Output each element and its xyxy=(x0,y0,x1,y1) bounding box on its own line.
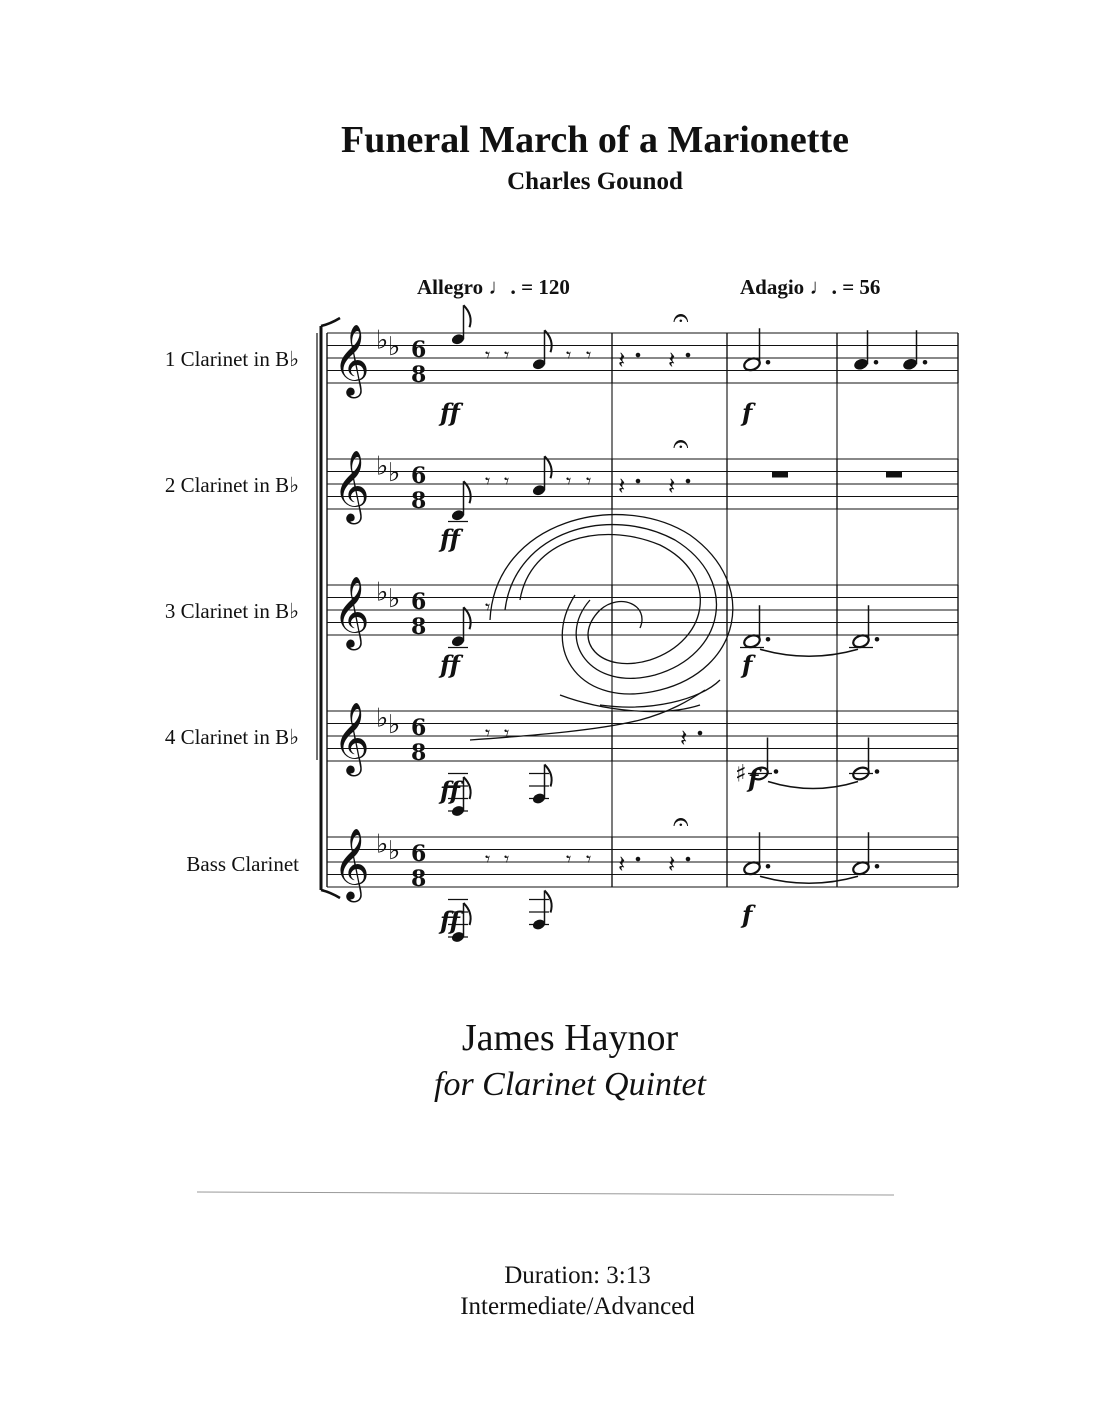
note-flag xyxy=(464,481,471,503)
augmentation-dot xyxy=(923,360,928,365)
augmentation-dot xyxy=(774,769,779,774)
time-signature-bottom: 8 xyxy=(411,488,427,514)
rest-icon: 𝄽 xyxy=(680,724,688,752)
tie xyxy=(768,782,858,789)
dynamic-marking: ff xyxy=(440,650,460,679)
treble-clef-icon: 𝄞 xyxy=(333,700,370,774)
flat-icon: ♭ xyxy=(376,577,389,608)
swirl-distortion xyxy=(505,525,716,679)
fermata-icon: 𝄐 xyxy=(673,427,689,460)
rest-icon: 𝄾 xyxy=(566,847,572,871)
flat-icon: ♭ xyxy=(388,583,401,614)
augmentation-dot xyxy=(686,479,691,484)
rest-icon: 𝄽 xyxy=(668,346,676,374)
time-signature-top: 6 xyxy=(411,463,427,489)
dynamic-marking: f xyxy=(742,398,753,427)
instrument-label-clarinet-1: 1 Clarinet in B♭ xyxy=(164,347,299,371)
dynamic-marking: ff xyxy=(440,776,460,805)
dynamic-marking: f xyxy=(742,900,753,929)
flat-icon: ♭ xyxy=(376,829,389,860)
augmentation-dot xyxy=(874,360,879,365)
augmentation-dot xyxy=(766,360,771,365)
rest-icon: 𝄽 xyxy=(668,472,676,500)
instrument-label-clarinet-2: 2 Clarinet in B♭ xyxy=(164,473,299,497)
augmentation-dot xyxy=(636,353,641,358)
tempo-value: = 56 xyxy=(842,275,881,299)
tempo-text: Adagio xyxy=(740,275,805,299)
note-flag xyxy=(464,903,471,925)
rest-icon: 𝄾 xyxy=(504,721,510,745)
treble-clef-icon: 𝄞 xyxy=(333,826,370,900)
dotted-half-note xyxy=(743,860,762,876)
augmentation-dot xyxy=(636,857,641,862)
note-flag xyxy=(545,891,552,913)
rest-icon: 𝄽 xyxy=(618,850,626,878)
tempo-text: Allegro xyxy=(417,275,484,299)
time-signature-bottom: 8 xyxy=(411,866,427,892)
note-flag xyxy=(464,305,471,327)
tempo-value: = 120 xyxy=(521,275,570,299)
time-signature-top: 6 xyxy=(411,841,427,867)
instrument-label-bass-clarinet: Bass Clarinet xyxy=(186,852,299,876)
rest-icon: 𝄽 xyxy=(618,346,626,374)
dynamic-marking: f xyxy=(748,764,759,793)
note-flag xyxy=(464,607,471,629)
dynamic-marking: ff xyxy=(440,398,460,427)
rest-icon: 𝄾 xyxy=(586,469,592,493)
augmentation-dot xyxy=(766,637,771,642)
time-signature-bottom: 8 xyxy=(411,740,427,766)
note-flag xyxy=(464,777,471,799)
time-signature-bottom: 8 xyxy=(411,614,427,640)
dynamic-marking: ff xyxy=(440,524,460,553)
treble-clef-icon: 𝄞 xyxy=(333,322,370,396)
augmentation-dot xyxy=(766,864,771,869)
score-title: Funeral March of a Marionette xyxy=(341,119,849,161)
rest-icon: 𝄾 xyxy=(504,343,510,367)
divider-line xyxy=(197,1191,894,1195)
rest-icon: 𝄾 xyxy=(586,343,592,367)
rest-icon: 𝄾 xyxy=(566,469,572,493)
augmentation-dot xyxy=(636,479,641,484)
instrument-label-clarinet-3: 3 Clarinet in B♭ xyxy=(164,599,299,623)
arranger-name: James Haynor xyxy=(461,1017,679,1059)
dynamic-marking: f xyxy=(742,650,753,679)
time-signature-top: 6 xyxy=(411,337,427,363)
whole-rest xyxy=(886,472,902,478)
rest-icon: 𝄾 xyxy=(485,343,491,367)
note-flag xyxy=(545,330,552,352)
sharp-icon: ♯ xyxy=(735,759,747,788)
dotted-half-note xyxy=(852,633,871,649)
flat-icon: ♭ xyxy=(388,331,401,362)
flat-icon: ♭ xyxy=(376,325,389,356)
time-signature-bottom: 8 xyxy=(411,362,427,388)
flat-icon: ♭ xyxy=(376,451,389,482)
note-flag xyxy=(545,765,552,787)
composer-name: Charles Gounod xyxy=(507,168,683,195)
whole-rest xyxy=(772,472,788,478)
time-signature-top: 6 xyxy=(411,715,427,741)
scoring-subtitle: for Clarinet Quintet xyxy=(434,1066,706,1103)
tie xyxy=(760,876,858,883)
augmentation-dot xyxy=(875,769,880,774)
rest-icon: 𝄽 xyxy=(668,850,676,878)
tie xyxy=(760,649,858,656)
flat-icon: ♭ xyxy=(388,457,401,488)
dynamic-marking: ff xyxy=(440,906,460,935)
rest-icon: 𝄾 xyxy=(485,595,491,619)
dotted-half-note xyxy=(743,633,762,649)
duration-text: Duration: 3:13 xyxy=(504,1262,651,1289)
note-flag xyxy=(545,456,552,478)
rest-icon: 𝄾 xyxy=(586,847,592,871)
rest-icon: 𝄾 xyxy=(504,847,510,871)
swirl-distortion xyxy=(520,534,700,663)
augmentation-dot xyxy=(686,857,691,862)
instrument-label-clarinet-4: 4 Clarinet in B♭ xyxy=(164,725,299,749)
flat-icon: ♭ xyxy=(388,835,401,866)
fermata-icon: 𝄐 xyxy=(673,805,689,838)
dotted-quarter-note-icon: ♩. xyxy=(809,274,837,299)
rest-icon: 𝄾 xyxy=(485,721,491,745)
dotted-quarter-note-icon: ♩. xyxy=(488,274,516,299)
flat-icon: ♭ xyxy=(376,703,389,734)
dotted-half-note xyxy=(743,356,762,372)
augmentation-dot xyxy=(875,864,880,869)
rest-icon: 𝄾 xyxy=(504,469,510,493)
treble-clef-icon: 𝄞 xyxy=(333,448,370,522)
rest-icon: 𝄽 xyxy=(618,472,626,500)
augmentation-dot xyxy=(686,353,691,358)
time-signature-top: 6 xyxy=(411,589,427,615)
augmentation-dot xyxy=(698,731,703,736)
dotted-half-note xyxy=(852,860,871,876)
treble-clef-icon: 𝄞 xyxy=(333,574,370,648)
rest-icon: 𝄾 xyxy=(485,847,491,871)
rest-icon: 𝄾 xyxy=(566,343,572,367)
flat-icon: ♭ xyxy=(388,709,401,740)
difficulty-level: Intermediate/Advanced xyxy=(460,1293,695,1320)
augmentation-dot xyxy=(875,637,880,642)
fermata-icon: 𝄐 xyxy=(673,301,689,334)
rest-icon: 𝄾 xyxy=(485,469,491,493)
